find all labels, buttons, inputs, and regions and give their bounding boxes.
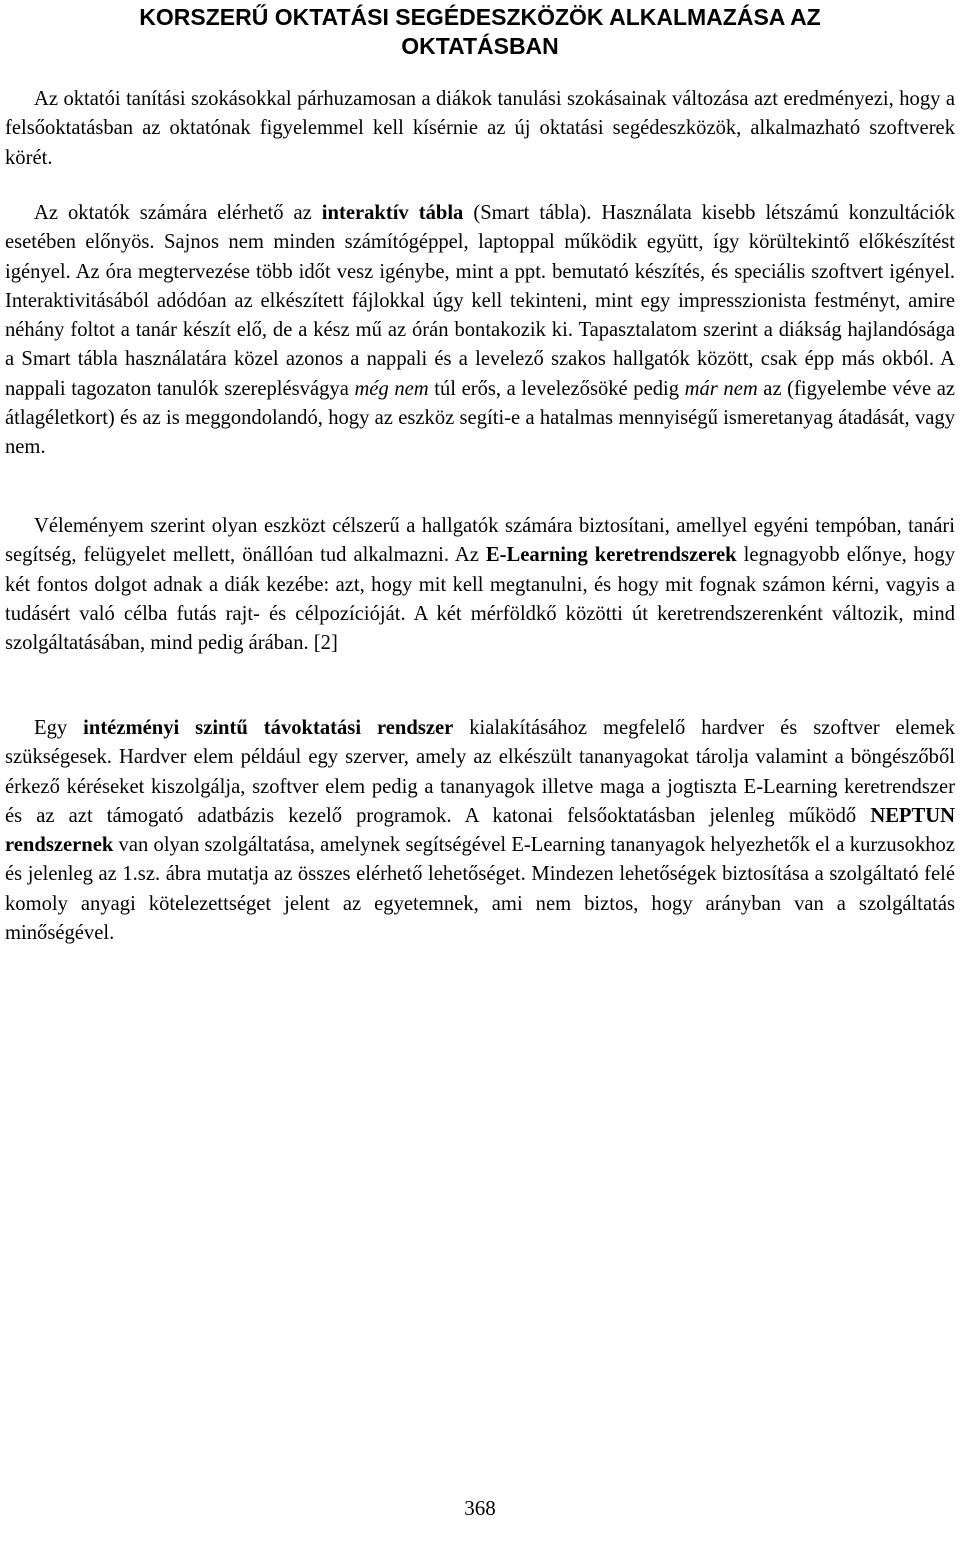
paragraph-text: Véleményem szerint olyan eszközt célszerű a hallgatók számára biztosítani, amellyel egyéni tempóban, tanári segítség, felügyelet mellett, önállóan tud alkalmazni. Az <box>5 515 955 567</box>
page-number: 368 <box>464 1496 496 1520</box>
paragraph-institutional-system <box>5 714 955 948</box>
paragraph-intro <box>5 85 955 173</box>
bold-term-interactive-board: interaktív tábla <box>321 202 464 224</box>
paragraph-smart-board <box>5 199 955 463</box>
paragraph-text: legnagyobb előnye, hogy két fontos dolgot adnak a diák kezébe: azt, hogy mit kell megtanulni, és hogy mit fognak számon kérni, vagyis a tudásért való célba futás rajt- és célpozícióját. A két mérföldkő közötti út keretrendszerenként változik, mind szolgáltatásában, mind pedig árában. [2] <box>5 544 956 655</box>
section-title: KORSZERŰ OKTATÁSI SEGÉDESZKÖZÖK ALKALMAZÁSA AZ OKTATÁSBAN <box>139 4 821 59</box>
bold-term-institutional-system: intézményi szintű távoktatási rendszer <box>83 717 454 739</box>
paragraph-text: van olyan szolgáltatása, amelynek segítségével E-Learning tananyagok helyezhetők el a kurzusokhoz és jelenleg az 1.sz. ábra mutatja az összes elérhető lehetőséget. Mindezen lehetőségek biztosítása a szolgáltató felé komoly anyagi kötelezettséget jelent az egyetemnek, ami nem biztos, hogy arányban van a szolgáltatás minőségével. <box>5 834 955 945</box>
italic-emphasis: már nem <box>684 377 758 400</box>
bold-term-elearning-frameworks: E-Learning keretrendszerek <box>485 544 737 567</box>
paragraph-elearning <box>5 512 955 658</box>
bold-term-neptun: NEPTUN rendszernek <box>5 804 955 857</box>
paragraph-text: (Smart tábla). Használata kisebb létszámú konzultációk esetében előnyös. Sajnos nem minden számítógéppel, laptoppal működik együtt, így körültekintő előkészítést igényel. Az óra megtervezése több időt vesz igénybe, mint a ppt. bemutató készítés, és speciális szoftvert igényel. Interaktivitásából adódóan az elkészített fájlokkal úgy kell tekinteni, mint egy impresszionista festményt, amire néhány foltot a tanár készít elő, de a kész mű az órán bontakozik ki. Tapasztalatom szerint a diákság hajlandósága a Smart tábla használatára közel azonos a nappali és a levelező szakos hallgatók között, csak épp más okból. A nappali tagozaton tanulók szereplésvágya <box>5 202 956 400</box>
paragraph-text: az (figyelembe véve az átlagéletkort) és az is meggondolandó, hogy az eszköz segíti-e a hatalmas mennyiségű ismeretanyag átadását, vagy nem. <box>5 377 955 459</box>
paragraph-text: Az oktatói tanítási szokásokkal párhuzamosan a diákok tanulási szokásainak változása azt eredményezi, hogy a felsőoktatásban az oktatónak figyelemmel kell kísérnie az új oktatási segédeszközök, alkalmazható szoftverek körét. <box>5 88 955 169</box>
paragraph-text: kialakításához megfelelő hardver és szoftver elemek szükségesek. Hardver elem például egy szerver, amely az elkészült tananyagokat tárolja valamint a böngészőből érkező kéréseket kiszolgálja, szoftver elem pedig a tananyagok illetve maga a jogtiszta E-Learning keretrendszer és az azt támogató adatbázis kezelő programok. A katonai felsőoktatásban jelenleg működő <box>5 717 956 827</box>
paragraph-text: Az oktatók számára elérhető az <box>34 202 322 224</box>
paragraph-text: Egy <box>34 717 84 739</box>
paragraph-text: túl erős, a levelezősöké pedig <box>428 377 685 400</box>
italic-emphasis: még nem <box>354 377 429 400</box>
document-page <box>5 0 955 1545</box>
